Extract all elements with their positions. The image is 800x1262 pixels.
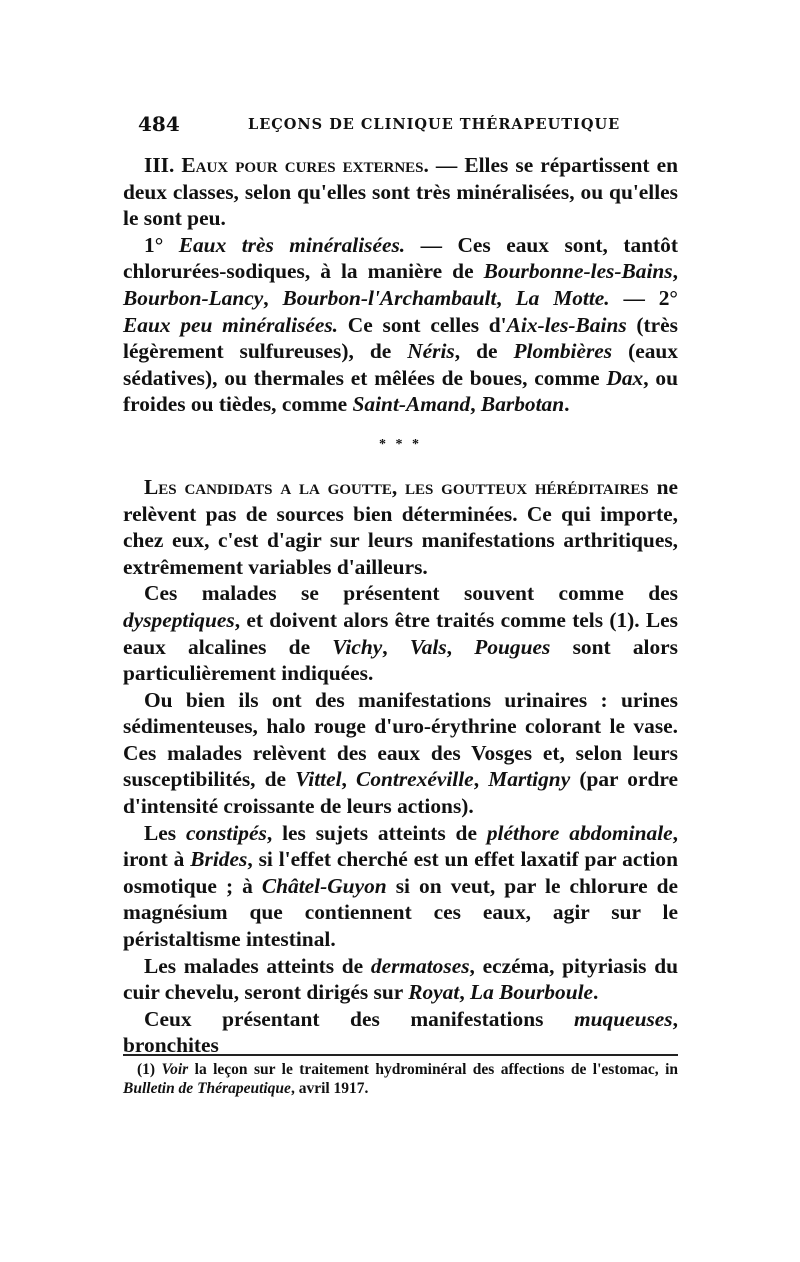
footnote-mark: (1) (137, 1061, 162, 1078)
paragraph-dermatoses: Les malades atteints de dermatoses, eczéma, pityriasis du cuir chevelu, seront dirigés sur Royat, La Bourboule. (123, 953, 679, 1005)
section-heading: III. Eaux pour cures externes. (144, 153, 429, 177)
subheading-low-mineralized: Eaux peu minéralisées. (123, 312, 339, 337)
subheading-very-mineralized: Eaux très minéralisées. (178, 232, 406, 257)
paragraph-dyspeptics: Ces malades se présentent souvent comme des dyspeptiques, et doivent alors être traités comme tels (1). Les eaux alcalines de Vichy, Vals, Pougues sont alors particulièrement indiquées. (123, 581, 678, 686)
paragraph-constipated: Les constipés, les sujets atteints de pléthore abdominale, iront à Brides, si l'effet cherché est un effet laxatif par action osmotique ; à Châtel-Guyon si on veut, par le chlorure de magnésium que contiennent ces eaux, agir sur le péristaltisme intestinal. (123, 820, 679, 952)
section-ornament: * * * (379, 436, 422, 452)
footnote-rule (123, 1054, 678, 1056)
paragraph-section-iii: III. Eaux pour cures externes. — Elles se répartissent en deux classes, selon qu'elles sont très minéralisées, ou qu'elles le sont peu. (123, 153, 678, 231)
gout-heading: Les candidats a la goutte, les goutteux héréditaires (144, 474, 649, 499)
page-header (138, 112, 678, 146)
footnote: (1) Voir la leçon sur le traitement hydrominéral des affections de l'estomac, in Bulletin de Thérapeutique, avril 1917. (123, 1061, 678, 1097)
paragraph-urinary: Ou bien ils ont des manifestations urinaires : urines sédimenteuses, halo rouge d'uro-érythrine colorant le vase. Ces malades relèvent des eaux des Vosges et, selon leurs susceptibilités, de Vittel, Contrexéville, Martigny (par ordre d'intensité croissante de leurs actions). (123, 687, 678, 819)
paragraph-gout-candidates: Les candidats a la goutte, les goutteux héréditaires ne relèvent pas de sources bien déterminées. Ce qui importe, chez eux, c'est d'agir sur leurs manifestations arthritiques, extrêmement variables d'ailleurs. (123, 474, 678, 579)
page-number: 484 (138, 112, 180, 136)
paragraph-mineral-waters: 1° Eaux très minéralisées. — Ces eaux sont, tantôt chlorurées-sodiques, à la manière de Bourbonne-les-Bains, Bourbon-Lancy, Bourbon-l'Archambault, La Motte. — 2° Eaux peu minéralisées. Ce sont celles d'Aix-les-Bains (très légèrement sulfureuses), de Néris, de Plombières (eaux sédatives), ou thermales et mêlées de boues, comme Dax, ou froides ou tièdes, comme Saint-Amand, Barbotan. (123, 232, 679, 417)
main-text (123, 152, 678, 1059)
paragraph-mucous: Ceux présentant des manifestations muqueuses, bronchites (123, 1006, 678, 1058)
running-title: LEÇONS DE CLINIQUE THÉRAPEUTIQUE (248, 116, 621, 133)
journal-title: Bulletin de Thérapeutique (123, 1080, 291, 1097)
